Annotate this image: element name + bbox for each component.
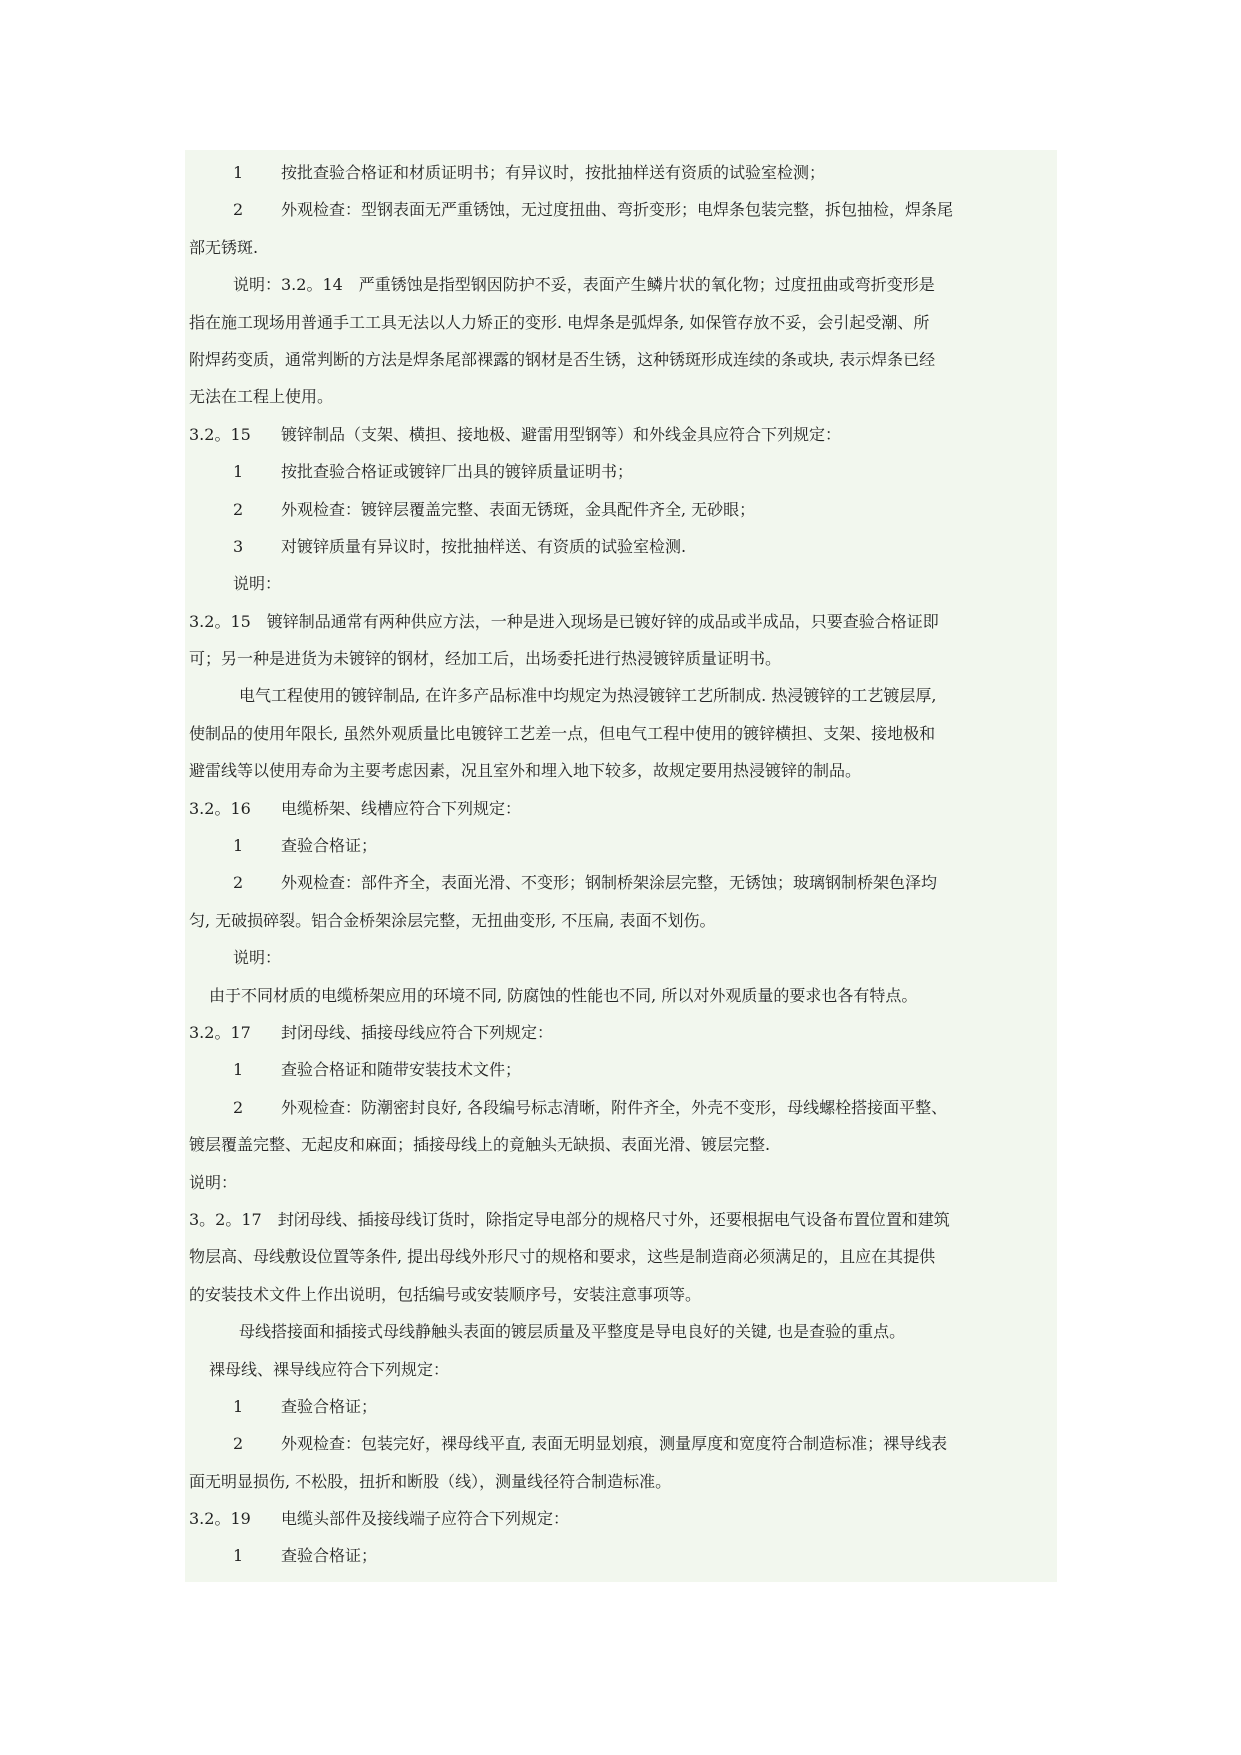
paragraph-line: [189, 229, 1057, 266]
paragraph-line: [189, 1463, 1057, 1500]
item-number: 1: [233, 462, 244, 482]
list-item: [189, 1388, 1057, 1425]
item-number: 2: [233, 200, 244, 220]
item-number: 1: [233, 1546, 244, 1566]
item-number: 3: [233, 536, 244, 556]
section-heading: [189, 1014, 1057, 1051]
list-item: [189, 191, 1057, 228]
line-text: 面无明显损伤, 不松股，扭折和断股（线），测量线径符合制造标准。: [189, 1471, 672, 1491]
line-text: 封闭母线、插接母线应符合下列规定：: [281, 1022, 554, 1042]
list-item: [189, 528, 1057, 565]
paragraph-line: [189, 565, 1057, 602]
section-number: 3.2。16: [189, 798, 251, 818]
line-text: 母线搭接面和插接式母线静触头表面的镀层质量及平整度是导电良好的关键, 也是查验的重点。: [239, 1322, 906, 1342]
paragraph-line: [189, 266, 1057, 303]
line-text: 外观检查：部件齐全，表面光滑、不变形；钢制桥架涂层完整，无锈蚀；玻璃钢制桥架色泽均: [281, 873, 938, 893]
paragraph-line: [189, 1126, 1057, 1163]
line-text: 使制品的使用年限长, 虽然外观质量比电镀锌工艺差一点，但电气工程中使用的镀锌横担、支架、接地极和: [189, 723, 936, 743]
line-text: 查验合格证；: [281, 1546, 378, 1566]
line-text: 可；另一种是进货为未镀锌的钢材，经加工后，出场委托进行热浸镀锌质量证明书。: [189, 649, 782, 669]
line-text: 外观检查：防潮密封良好, 各段编号标志清晰，附件齐全，外壳不变形，母线螺栓搭接面平整、: [281, 1097, 948, 1117]
line-text: 部无锈斑.: [189, 237, 259, 257]
line-text: 的安装技术文件上作出说明，包括编号或安装顺序号，安装注意事项等。: [189, 1284, 702, 1304]
paragraph-line: [189, 304, 1057, 341]
paragraph-line: [189, 1164, 1057, 1201]
list-item: [189, 1051, 1057, 1088]
line-text: 电缆头部件及接线端子应符合下列规定：: [281, 1509, 570, 1529]
section-heading: [189, 790, 1057, 827]
paragraph-line: [189, 1313, 1057, 1350]
list-item: [189, 864, 1057, 901]
section-heading: [189, 416, 1057, 453]
list-item: [189, 154, 1057, 191]
line-text: 说明：3.2。14 严重锈蚀是指型钢因防护不妥，表面产生鳞片状的氧化物；过度扭曲或弯折变形是: [233, 275, 935, 295]
paragraph-line: [189, 640, 1057, 677]
paragraph-line: [189, 1276, 1057, 1313]
line-text: 指在施工现场用普通手工工具无法以人力矫正的变形. 电焊条是弧焊条, 如保管存放不妥，会引起受潮、所: [189, 312, 930, 332]
line-text: 电缆桥架、线槽应符合下列规定：: [281, 798, 522, 818]
line-text: 裸母线、裸导线应符合下列规定：: [209, 1359, 450, 1379]
line-text: 外观检查：包装完好，裸母线平直, 表面无明显划痕，测量厚度和宽度符合制造标准；裸导线表: [281, 1434, 948, 1454]
line-text: 按批查验合格证或镀锌厂出具的镀锌质量证明书；: [281, 462, 634, 482]
line-text: 电气工程使用的镀锌制品, 在许多产品标准中均规定为热浸镀锌工艺所制成. 热浸镀锌的工艺镀层厚,: [239, 686, 937, 706]
line-text: 按批查验合格证和材质证明书；有异议时，按批抽样送有资质的试验室检测；: [281, 163, 826, 182]
item-number: 2: [233, 1434, 244, 1454]
item-number: 2: [233, 1097, 244, 1117]
line-text: 外观检查：型钢表面无严重锈蚀，无过度扭曲、弯折变形；电焊条包装完整，拆包抽检，焊条尾: [281, 200, 954, 220]
line-text: 说明：: [189, 1172, 238, 1192]
paragraph-line: [189, 902, 1057, 939]
line-text: 由于不同材质的电缆桥架应用的环境不同, 防腐蚀的性能也不同, 所以对外观质量的要求也各有特点。: [209, 985, 918, 1005]
list-item: [189, 1425, 1057, 1462]
item-number: 1: [233, 836, 244, 856]
section-heading: [189, 1500, 1057, 1537]
paragraph-line: [189, 752, 1057, 789]
paragraph-line: [189, 1238, 1057, 1275]
item-number: 2: [233, 499, 244, 519]
list-item: [189, 453, 1057, 490]
document-text-block: [185, 150, 1057, 1582]
paragraph-line: [189, 939, 1057, 976]
list-item: [189, 491, 1057, 528]
line-text: 物层高、母线敷设位置等条件, 提出母线外形尺寸的规格和要求，这些是制造商必须满足的，且应在其提供: [189, 1247, 936, 1267]
line-text: 查验合格证；: [281, 1396, 378, 1416]
paragraph-line: [189, 603, 1057, 640]
line-text: 3.2。15 镀锌制品通常有两种供应方法，一种是进入现场是已镀好锌的成品或半成品，只要查验合格证即: [189, 611, 939, 631]
paragraph-line: [189, 341, 1057, 378]
paragraph-line: [189, 977, 1057, 1014]
paragraph-line: [189, 378, 1057, 415]
line-text: 对镀锌质量有异议时，按批抽样送、有资质的试验室检测.: [281, 536, 687, 556]
section-number: 3.2。15: [189, 424, 251, 444]
line-text: 查验合格证；: [281, 836, 378, 856]
line-text: 镀锌制品（支架、横担、接地极、避雷用型钢等）和外线金具应符合下列规定：: [281, 424, 842, 444]
line-text: 查验合格证和随带安装技术文件；: [281, 1060, 522, 1080]
paragraph-line: [189, 677, 1057, 714]
paragraph-line: [189, 715, 1057, 752]
line-text: 附焊药变质，通常判断的方法是焊条尾部裸露的钢材是否生锈，这种锈斑形成连续的条或块, 表示焊条已经: [189, 349, 936, 369]
line-text: 匀, 无破损碎裂。铝合金桥架涂层完整，无扭曲变形, 不压扁, 表面不划伤。: [189, 910, 716, 930]
section-number: 3.2。19: [189, 1509, 251, 1529]
line-text: 镀层覆盖完整、无起皮和麻面；插接母线上的竟触头无缺损、表面光滑、镀层完整.: [189, 1135, 771, 1155]
line-text: 3。2。17 封闭母线、插接母线订货时，除指定导电部分的规格尺寸外，还要根据电气设备布置位置和建筑: [189, 1209, 950, 1229]
item-number: 1: [233, 1396, 244, 1416]
list-item: [189, 827, 1057, 864]
item-number: 1: [233, 163, 244, 182]
item-number: 1: [233, 1060, 244, 1080]
line-text: 无法在工程上使用。: [189, 387, 334, 407]
paragraph-line: [189, 1201, 1057, 1238]
list-item: [189, 1537, 1057, 1574]
section-number: 3.2。17: [189, 1022, 251, 1042]
item-number: 2: [233, 873, 244, 893]
line-text: 外观检查：镀锌层覆盖完整、表面无锈斑，金具配件齐全, 无砂眼；: [281, 499, 756, 519]
line-text: 说明：: [233, 574, 282, 594]
paragraph-line: [189, 1351, 1057, 1388]
line-text: 避雷线等以使用寿命为主要考虑因素，况且室外和埋入地下较多，故规定要用热浸镀锌的制品。: [189, 761, 862, 781]
list-item: [189, 1089, 1057, 1126]
line-text: 说明：: [233, 948, 282, 968]
